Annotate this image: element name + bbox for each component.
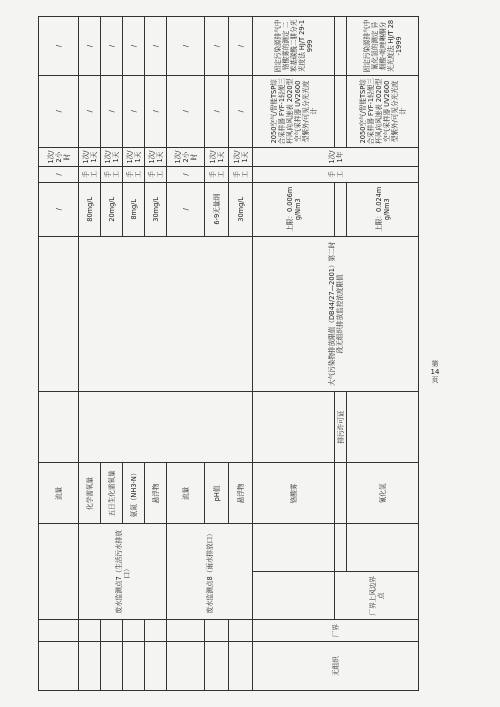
cell-item: 氨氮（NH3-N）	[123, 463, 145, 524]
cell-basis	[39, 391, 79, 463]
cell-method: /	[39, 167, 79, 182]
cell-item: 流量	[167, 463, 205, 524]
table-row	[39, 17, 79, 691]
cell-item: pH值	[205, 463, 229, 524]
cell-blank	[335, 182, 347, 236]
cell-analysis-method: /	[123, 17, 145, 76]
cell-limit: 30mg/L	[145, 182, 167, 236]
cell-blank	[347, 524, 419, 572]
cell-blank	[335, 524, 347, 572]
cell-blank	[335, 463, 347, 524]
cell-blank	[229, 620, 253, 642]
cell-monitoring-type	[229, 642, 253, 691]
monitoring-table	[38, 16, 419, 691]
cell-equipment: /	[205, 75, 229, 147]
cell-analysis-method: /	[101, 17, 123, 76]
cell-method: 手工	[101, 167, 123, 182]
cell-standard	[79, 237, 253, 392]
cell-limit: 30mg/L	[229, 182, 253, 236]
cell-limit: 20mg/L	[101, 182, 123, 236]
cell-limit: 8mg/L	[123, 182, 145, 236]
cell-analysis-method: /	[79, 17, 101, 76]
cell-location-short: 厂界	[253, 620, 419, 642]
cell-blank	[101, 620, 123, 642]
cell-equipment: /	[101, 75, 123, 147]
cell-standard	[39, 237, 79, 392]
cell-item: 五日生化需氧量	[101, 463, 123, 524]
cell-location: 废水监测点7（生活污水排放口）	[79, 524, 167, 620]
page-number: 第 14 页	[430, 360, 440, 384]
cell-method: /	[167, 167, 205, 182]
cell-monitoring-type	[39, 642, 79, 691]
cell-analysis-method: /	[39, 17, 79, 76]
cell-frequency: 1次/1天	[101, 147, 123, 167]
cell-basis	[79, 391, 253, 463]
cell-frequency: 1次/1年	[253, 147, 419, 167]
cell-analysis-method: /	[205, 17, 229, 76]
cell-blank	[335, 17, 347, 76]
cell-basis	[347, 391, 419, 463]
cell-frequency: 1次/2小时	[167, 147, 205, 167]
cell-blank	[253, 572, 335, 620]
cell-frequency: 1次/1天	[145, 147, 167, 167]
cell-monitoring-type	[79, 642, 101, 691]
cell-limit: 上限：0.006mg/Nm3	[253, 182, 335, 236]
cell-blank	[167, 620, 205, 642]
cell-frequency: 1次/1天	[229, 147, 253, 167]
cell-analysis-method: /	[145, 17, 167, 76]
cell-analysis-method: 固定污染源排气中铬酸雾的测定 二苯基碳酰二肼分光光度法 HJ/T 29-1999	[253, 17, 335, 76]
cell-equipment: /	[167, 75, 205, 147]
cell-monitoring-type	[145, 642, 167, 691]
cell-frequency: 1次/1天	[79, 147, 101, 167]
cell-equipment: /	[79, 75, 101, 147]
cell-method: 手工	[145, 167, 167, 182]
cell-monitoring-type	[123, 642, 145, 691]
table-row	[253, 17, 335, 691]
cell-monitoring-type: 无组织	[253, 642, 419, 691]
table-row	[79, 17, 101, 691]
cell-location: 厂界上风边界点	[335, 572, 419, 620]
cell-limit: 上限：0.024mg/Nm3	[347, 182, 419, 236]
cell-item: 悬浮物	[229, 463, 253, 524]
cell-blank	[79, 620, 101, 642]
rotated-monitoring-table	[38, 16, 418, 691]
cell-equipment: /	[229, 75, 253, 147]
cell-blank	[205, 620, 229, 642]
cell-equipment: /	[123, 75, 145, 147]
cell-frequency: 1次/2小时	[39, 147, 79, 167]
cell-limit: 6-9无量纲	[205, 182, 229, 236]
cell-monitoring-type	[167, 642, 205, 691]
cell-monitoring-type	[205, 642, 229, 691]
cell-item: 流量	[39, 463, 79, 524]
cell-basis	[253, 391, 335, 463]
cell-basis: 排污许可证	[335, 391, 347, 463]
cell-frequency: 1次/1天	[205, 147, 229, 167]
cell-monitoring-type	[101, 642, 123, 691]
cell-item: 化学需氧量	[79, 463, 101, 524]
cell-method: 手工	[123, 167, 145, 182]
cell-blank	[39, 620, 79, 642]
cell-limit: 80mg/L	[79, 182, 101, 236]
cell-blank	[123, 620, 145, 642]
cell-method: 手工	[229, 167, 253, 182]
cell-method: 手工	[79, 167, 101, 182]
cell-equipment: /	[39, 75, 79, 147]
cell-equipment: 2050空气/智能TSP综合采样器 FYF-1轻便三杯风向风速表 2020型空气采样器 UV2600型紫外/可见分光光度计	[253, 75, 335, 147]
cell-frequency: 1次/1天	[123, 147, 145, 167]
cell-equipment: 2050空气/智能TSP综合采样器 FYF-1轻便三杯风向风速表 2020型空气采样器 UV2600型紫外/可见分光光度计	[347, 75, 419, 147]
cell-item: 铬酸雾	[253, 463, 335, 524]
cell-analysis-method: /	[229, 17, 253, 76]
cell-analysis-method: /	[167, 17, 205, 76]
cell-analysis-method: 固定污染源排气中氰化氢的测定 异烟酸-吡唑啉酮分光光度法 HJ/T 28-1999	[347, 17, 419, 76]
cell-method: 手工	[205, 167, 229, 182]
cell-item: 悬浮物	[145, 463, 167, 524]
cell-blank	[253, 524, 335, 572]
cell-location: 废水监测点8（雨水排放口）	[167, 524, 253, 620]
cell-equipment: /	[145, 75, 167, 147]
cell-blank	[145, 620, 167, 642]
cell-limit: /	[39, 182, 79, 236]
cell-method: 手工	[253, 167, 419, 182]
cell-limit: /	[167, 182, 205, 236]
cell-location	[39, 524, 79, 620]
cell-blank	[335, 75, 347, 147]
cell-standard: 大气污染物排放限值（DB44/27—2001）第二时段无组织排放监控浓度限值	[253, 237, 419, 392]
cell-item: 氰化氢	[347, 463, 419, 524]
